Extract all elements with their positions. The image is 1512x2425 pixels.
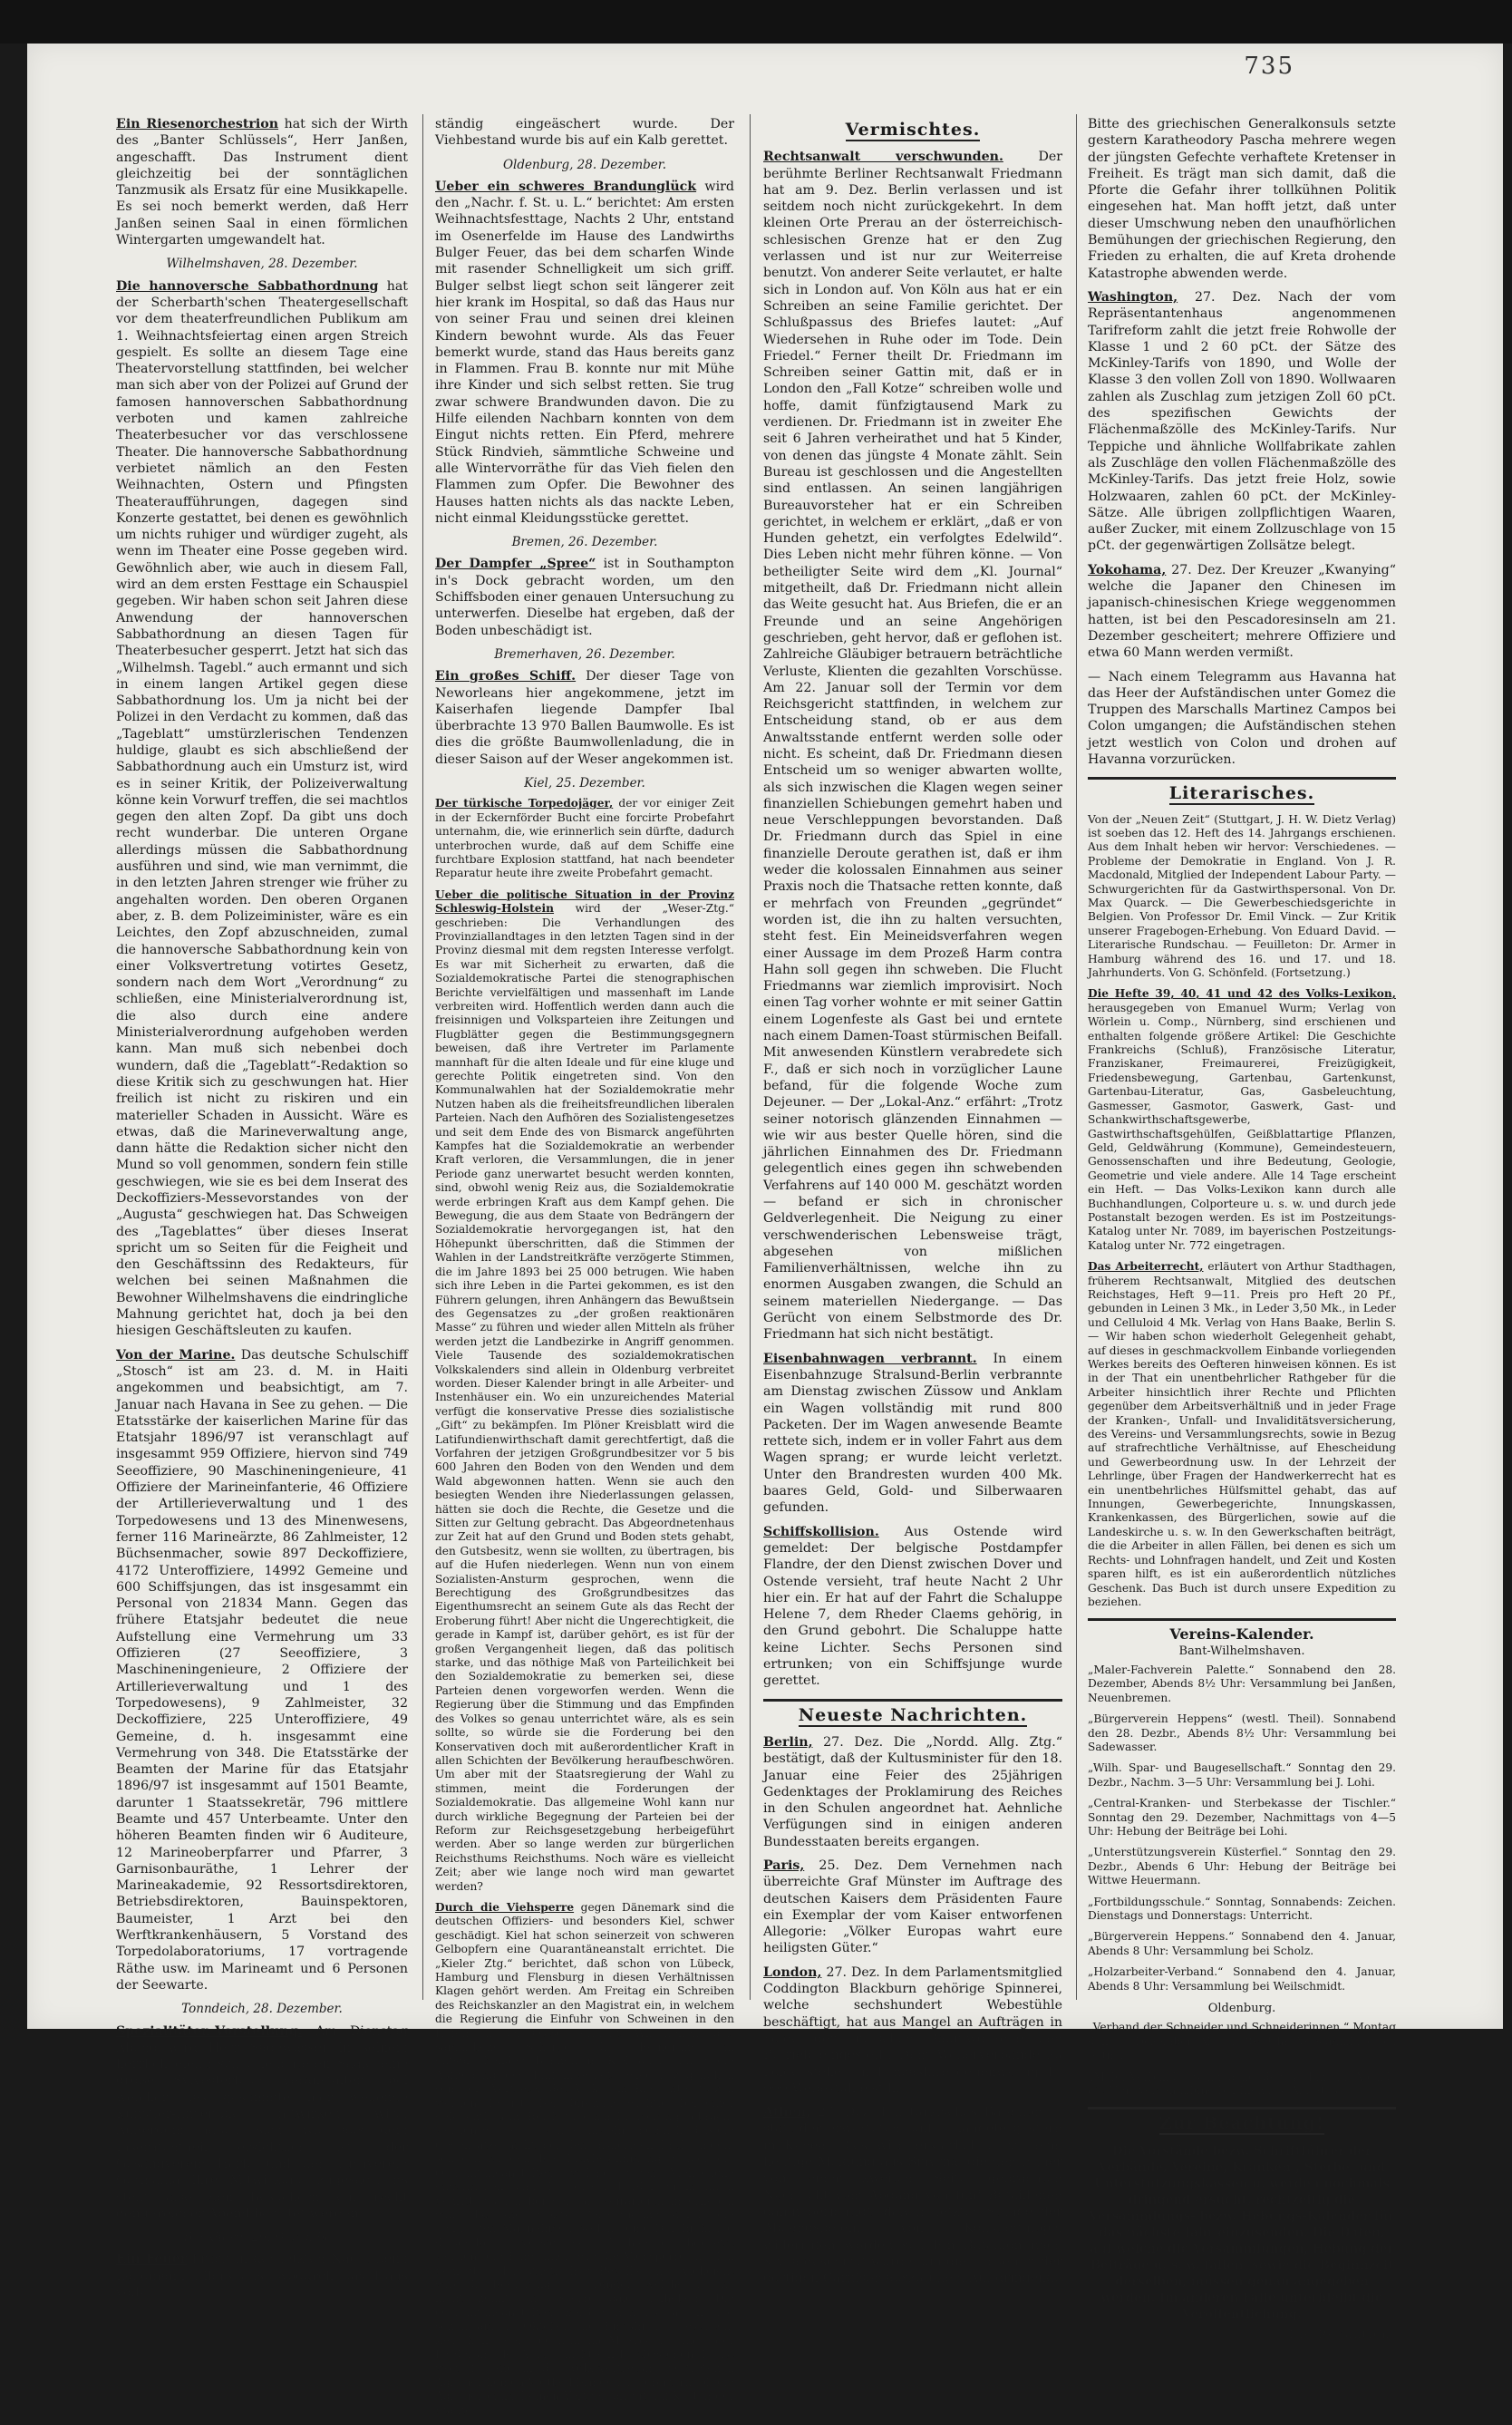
article-sabbathordnung	[116, 278, 408, 1340]
column-divider	[1076, 114, 1077, 2000]
newspaper-page	[27, 44, 1503, 2417]
kalender-entry: „Maler-Verband.“ Sonnabend den 4. Januar, Abends 8½ Uhr: Versammlung bei Riehaus, Am Stau.	[1088, 2070, 1396, 2097]
kalender-entry: „Bürgerverein Heppens“ (westl. Theil). Sonnabend den 28. Dezbr., Abends 8½ Uhr: Versammlung bei Sadewasser.	[1088, 1712, 1396, 1753]
article-body: Der dieser Tage von Neworleans hier angekommene, jetzt im Kaiserhafen liegende Dampfer Ibal überbrachte 13 970 Ballen Baumwolle. Es ist dies die größte Baumwollenladung, die in dieser Saison auf der Weser angekommen ist.	[435, 669, 734, 767]
news-washington	[1088, 289, 1396, 555]
scan-top-edge	[0, 0, 1512, 44]
news-athen	[763, 2104, 1062, 2286]
news-place: Paris,	[763, 1858, 805, 1873]
article-body: hat der Scherbarth'schen Theatergesellschaft vor dem theaterfreundlichen Publikum am 1. Weihnachtsfeiertag einen argen Streich gespielt. Es sollte an diesem Tage eine Theatervorstellung stattfinden, bei welcher man sich aber von der Polizei auf Grund der famosen hannoverschen Sabbathordnung verboten und kamen zahlreiche Theaterbesucher vor das verschlossene Theater. Die hannoversche Sabbathordnung verbietet nämlich an den Festen Weihnachten, Ostern und Pfingsten Theateraufführungen, dagegen sind Konzerte gestattet, bei denen es gewöhnlich um nichts ruhiger und würdiger zugeht, als wenn im Theater eine Posse gegeben wird. Gewöhnlich aber, wie auch in diesem Fall, wird an dem ersten Festtage ein Schauspiel gegeben. Wir haben schon seit Jahren diese Anwendung der hannoverschen Sabbathordnung an diesen Tagen für Theaterbesucher gesperrt. Jetzt hat sich das „Wilhelmsh. Tagebl.“ auch ermannt und sich in einem langen Artikel gegen diese Sabbathordnung los. Um ja nicht bei der Polizei in den Verdacht zu kommen, daß das „Tageblatt“ umstürzlerischen Tendenzen huldige, glaubt es sich abschließend der Sabbathordnung auch ein Umsturz ist, wird es in seiner Kritik, der Polizeiverwaltung könne kein Vorwurf treffen, die sei machtlos gegen den alten Zopf. Da gibt uns doch recht wunderbar. Die unteren Organe allerdings müssen die Sabbathordnung ausführen und sind, wie man vernimmt, die in den letzten Jahren strenger wie früher zu angehalten worden. Den oberen Organen aber, z. B. dem Polizeiminister, wäre es ein Leichtes, den Zopf abzuschneiden, zumal die hannoversche Sabbathordnung kein von einer Volksvertretung votirtes Gesetz, sondern nach dem Wort „Verordnung“ zu schließen, eine Ministerialverordnung ist, die also durch eine andere Ministerialverordnung aufgehoben werden kann. Man muß sich nebenbei doch wundern, daß die „Tageblatt“-Redaktion so diese Kritik sich zu geschwungen hat. Hier freilich ist nicht zu riskiren und ein materieller Schaden in Aussicht. Wäre es etwas, daß die Marineverwaltung ange, dann hätte die Redaktion sicher nicht den Mund so voll genommen, sondern fein stille geschwiegen, wie sie es bei dem Inserat des Deckoffiziers-Messevorstandes von der „Augusta“ geschwiegen hat. Das Schweigen des „Tageblattes“ über dieses Inserat spricht um so Seiten für die Feigheit und den Geschäftssinn des Redakteurs, für welchen bei seinen Maßnahmen die Bewohner Wilhelmshavens die eindringliche Mahnung gerichtet hat, doch ja bei den hiesigen Geschäftsleuten zu kaufen.	[116, 278, 408, 1339]
article-headline: Der türkische Torpedojäger,	[435, 797, 614, 810]
article-headline: Ueber die politische Situation in der Provinz Schleswig-Holstein	[435, 888, 734, 916]
article-continuation: Bitte des griechischen Generalkonsuls setzte gestern Karatheodory Pascha mehrere wegen der jüngsten Gefechte verhaftete Kretenser in Freiheit. Es trägt man sich damit, daß die Pforte die Gefahr ihrer tollkühnen Politik eingesehen hat. Man hofft jetzt, daß unter dieser Umschwung neben den unaufhörlichen Bemühungen der griechischen Regierung, den Frieden zu erhalten, die auf Kreta drohende Katastrophe abwenden werde.	[1088, 117, 1396, 281]
article-schiffskollision	[763, 1524, 1062, 1690]
article-headline: Eisenbahnwagen verbrannt.	[763, 1351, 977, 1366]
column-2	[435, 116, 734, 2425]
article-body: wird den „Nachr. f. St. u. L.“ berichtet: Am ersten Weihnachtsfesttage, Nachts 2 Uhr, entstand im Osenerfelde im Hause des Landwirths Bulger Feuer, das bei dem scharfen Winde mit rasender Schnelligkeit um sich griff. Bulger selbst liegt schon seit längerer zeit hier krank im Hospital, so daß das Haus nur von seiner Frau und seinen drei kleinen Kindern bewohnt wurde. Als das Feuer bemerkt wurde, stand das Haus bereits ganz in Flammen. Frau B. konnte nur mit Mühe ihre Kinder und sich selbst retten. Sie trug zwar schwere Brandwunden davon. Die zu Hilfe eilenden Nachbarn konnten von dem Eingut nichts retten. Ein Pferd, mehrere Stück Rindvieh, sämmtliche Schweine und alle Wintervorräthe für das Vieh fielen den Flammen zum Opfer. Die Bewohner des Hauses hatten nichts als das nackte Leben, nicht einmal Kleidungsstücke gerettet.	[435, 179, 734, 526]
article-riesenorchestrion	[116, 116, 408, 248]
column-divider	[750, 114, 751, 2000]
article-body: Der berühmte Berliner Rechtsanwalt Friedmann hat am 9. Dez. Berlin verlassen und ist seitdem noch nicht zurückgekehrt. In dem kleinen Orte Prerau an der österreichisch-schlesischen Grenze hat er den Zug verlassen und ist nur zur Weiterreise benutzt. Von anderer Seite verlautet, er halte sich in London auf. Von Köln aus hat er ein Schreiben an seine Familie gerichtet. Der Schlußpassus des Briefes lautet: „Auf Wiedersehen in Ruhe oder im Tode. Dein Friedel.“ Ferner theilt Dr. Friedmann im Schreiben seiner Gattin mit, daß er in London den „Fall Kotze“ schreiben wolle und hoffe, damit fünfzigtausend Mark zu verdienen. Dr. Friedmann ist in zweiter Ehe seit 6 Jahren verheirathet und hat 5 Kinder, von denen das jüngste 4 Monate zählt. Sein Bureau ist geschlossen und die Angestellten sind entlassen. An seinen langjährigen Bureauvorsteher hat er ein Schreiben gerichtet, in welchem er erklärt, „daß er von Hunden gehetzt, ein verfolgtes Edelwild“. Dies Leben nicht mehr führen könne. — Von betheiligter Seite wird dem „Kl. Journal“ mitgetheilt, daß Dr. Friedmann nicht allein das Weite gesucht hat. Aus Briefen, die er an Freunde und an seine Angehörigen geschrieben, geht hervor, daß er geflohen ist. Zahlreiche Gläubiger betrauern beträchtliche Verluste, Klienten die gezahlten Vorschüsse. Am 22. Januar soll der Termin vor dem Reichsgericht stattfinden, in welchem zur Entscheidung stand, ob er aus dem Anwaltsstande entfernt werden solle oder nicht. Es scheint, daß Dr. Friedmann diesen Entscheid um so weniger abwarten wollte, als sich inzwischen die Klagen wegen seiner finanziellen Schiebungen gemehrt haben und neue Verschleppungen bevorstanden. Daß Dr. Friedmann durch das Spiel in eine finanzielle Deroute gerathen ist, daß er ihm weder die kolossalen Einnahmen aus seiner Praxis noch die Thatsache retten konnte, daß er mehrfach von Freunden „gegründet“ worden ist, die ihn zu halten versuchten, steht fest. Ein Meineidsverfahren wegen einer Aussage im dem Prozeß Harm contra Hahn soll gegen ihn schweben. Die Flucht Friedmanns war ziemlich improvisirt. Noch einen Tag vorher wohnte er mit seiner Gattin einem Logenfeste als Gast bei und erntete nach einem Damen-Toast stürmischen Beifall. Mit anwesenden Künstlern verabredete sich F., daß er sich noch in vorzüglicher Laune befand, für die folgende Woche zum Dejeuner. — Der „Lokal-Anz.“ erfährt: „Trotz seiner notorisch glänzenden Einnahmen — wie wir aus bester Quelle hören, sind die jährlichen Einnahmen des Dr. Friedmann gelegentlich eines gegen ihn schwebenden Verfahrens auf 140 000 M. geschätzt worden — befand er sich in chronischer Geldverlegenheit. Die Neigung zu einer verschwenderischen Lebensweise trägt, abgesehen von mißlichen Familienverhältnissen, welche ihn zu enormen Ausgaben zwangen, die Schuld an seinem materiellen Niedergange. — Das Gerücht von einem Selbstmorde des Dr. Friedmann hat sich nicht bestätigt.	[763, 150, 1062, 1343]
kalender-entry: „Fortbildungsschule.“ Sonntag, Sonnabends: Zeichen. Dienstags und Donnerstags: Unterricht.	[1088, 1895, 1396, 1923]
news-body: 27. Dez. Die „Nordd. Allg. Ztg.“ bestätigt, daß der Kultusminister für den 18. Januar eine Feier des 25jährigen Gedenktages der Proklamirung des Reiches in den Schulen angeordnet hat. Aehnliche Verfügungen sind in einigen anderen Bundesstaaten bereits ergangen.	[763, 1734, 1062, 1849]
article-politische-situation	[435, 888, 734, 1894]
dateline: Bremerhaven, 26. Dezember.	[494, 646, 675, 662]
news-body: 27. Dez. Der Kreuzer „Kwanying“ welche die Japaner den Chinesen im japanisch-chinesischen Kriege weggenommen hatten, ist bei den Pescadoresinseln am 21. Dezember gescheitert; mehrere Offiziere und etwa 60 Mann werden vermißt.	[1088, 562, 1396, 661]
article-headline: Spezialitäten-Vorstellung.	[116, 2023, 303, 2039]
notice-body: Die Vorstände bezw. Schriftführer der Verbände, Vereine, Kranken-, Sterbe- und Unterstützungskassen u. werden nochmals dringend ersucht, rechtzeitig die Versammlungs- bezw. Hebungs-Kalender für das nächste Jahr einzusenden. Die Daten, auf welche die Versammlungen, Hebung der Beiträge u. s. w. fallen, sowie die Beginnzeit derselben, müssen genau angegeben werden. Im anderen Falle unterbleibt die Veröffentlichung.	[1089, 2143, 1395, 2322]
dateline: Oldenburg, 28. Dezember.	[502, 157, 667, 172]
article-marine	[116, 1347, 408, 1994]
news-yokohama	[1088, 562, 1396, 662]
lit-arbeiterrecht	[1088, 1260, 1396, 1609]
article-body: In einem Eisenbahnzuge Stralsund-Berlin verbrannte am Dienstag zwischen Züssow und Anklam ein Wagen vollständig mit rund 800 Packeten. Der im Wagen anwesende Beamte rettete sich, indem er in voller Fahrt aus dem Wagen sprang; er wurde leicht verletzt. Unter den Brandresten wurden 400 Mk. baares Geld, Gold- und Silberwaaren gefunden.	[763, 1351, 1062, 1516]
article-spree	[435, 556, 734, 638]
article-eisenbahnwagen	[763, 1351, 1062, 1517]
article-headline: Ein Feuer	[116, 2252, 188, 2267]
article-brandunglueck	[435, 179, 734, 527]
section-divider	[1088, 777, 1396, 780]
kalender-entry: „Bürgerverein Heppens.“ Sonnabend den 4. Januar, Abends 8 Uhr: Versammlung bei Scholz.	[1088, 1930, 1396, 1957]
dateline: Kiel, 25. Dezember.	[524, 775, 645, 791]
article-body: Am Dienstag Abend wird Herr Sadewasser in seinem herrlich elektrisch erleuchteten Saale eine große Sylvesterfeier veranstalten, bei welcher das gesammte hier weilende Künstler-Ensemble mitwirken wird. Außerdem haben sich, wie aus dem Inseratentheil ersichtlich ist, der Gesangverein Harfe und der Turnverein Germania ihre Mitwirkung zugesagt. Es steht also den Besuchern ein recht genußreicher Abend bereitet werden.	[116, 2023, 408, 2221]
article-rechtsanwalt	[763, 149, 1062, 1343]
kalender-region: Bant-Wilhelmshaven.	[1178, 1644, 1305, 1658]
lit-volks-lexikon	[1088, 987, 1396, 1253]
article-body: hat sich der Wirth des „Banter Schlüssels“, Herr Janßen, angeschafft. Das Instrument dient gleichzeitig bei der sonntäglichen Tanzmusik als Ersatz für eine Musikkapelle. Es sei noch bemerkt werden, daß Herr Janßen seinen Saal in einen förmlichen Wintergarten umgewandelt hat.	[116, 117, 408, 248]
editorial-signature: Die Redaktion.	[1288, 2327, 1396, 2341]
news-havanna: — Nach einem Telegramm aus Havanna hat das Heer der Aufständischen unter Gomez die Truppen des Marschalls Martinez Campos bei Colon umgangen; die Aufständischen stehen jetzt westlich von Colon und drohen auf Havanna vorzurücken.	[1088, 669, 1396, 767]
article-body: Aus Ostende wird gemeldet: Der belgische Postdampfer Flandre, der den Dienst zwischen Dover und Ostende versieht, traf heute Nacht 2 Uhr hier ein. Er hat auf der Fahrt die Schaluppe Helene 7, dem Rheder Claems gehörig, in den Grund gebohrt. Die Schaluppe hatte keine Lichter. Sechs Personen sind ertrunken; von ein Schiffsjunge wurde gerettet.	[763, 1524, 1062, 1689]
article-body: gegen Dänemark sind die deutschen Offiziers- und besonders Kiel, schwer geschädigt. Kiel hat schon seinerzeit von schweren Gelbopfern eine Quarantäneanstalt errichtet. Die „Kieler Ztg.“ berichtet, daß schon von Lübeck, Hamburg und Flensburg in diesen Verhältnissen Klagen gehört werden. Am Freitag ein Schreiben des Reichskanzler an den Magistrat ein, in welchem die Regierung die Einfuhr von Schweinen in den Häfen an der Ostsee erlaubt. Wir hoffen, daß sämmtliche Schritte die Regierung in entsprechenden Bahnen in Kiel auch durch die Aufhebung des Einfuhrverbots wieder zugänglich sein, die Vertreter des Volkes in Kiel unterstützen werden. Es ist aber durchaus wichtig, bei einer gelegentlich im Reichstage zur Erörterung gebracht werden würde. Es würde unwahrscheinlich, daß die Gegensätze nicht bei den bisherigen Erklärungen, sondern zu den Regulativbestimmungen über die Quarantäneanstalten, welche gegen Viehseuche einzuwirken sind, bei dieser Forderung in ihren Schritten auch bei der Großagrarierthum erheben will, daß die größte Berechtigung durch die politischen Maßnahmen, welche eine Durchführung dieser Regulative sich nicht überhand durchgesetzt werden, die Einwohner, wie die Viehsperre in allen Schichten der städtischen Bevölkerung. Vielleicht wird die Regierung aus Gründen, welche sie uns nicht nennt, die Sperre bald aufheben. Die Quarantäneanstalten werden nun zu lassen und schon am 1. Oktober die Einfuhr zu gestatten. Zwischen der Quarantäne-Maßregel und der Forderung des Volkes nicht ein Fortbestehen. Es ist wohl für die in der Volksvertretung vertretenen Agrarier keinen Vortheil bringen, zu erörtern, ob die Agrarier einmal einen Vortheil bringt auf Kosten der Städte.	[435, 1900, 734, 2417]
article-grosses-schiff	[435, 668, 734, 768]
column-divider	[422, 114, 423, 2000]
news-body: 27. Dez. Ein türkisches Bataillon — statt der erwarteten fünf — landete gestern in Kanea. Dies wird erklärlich durch eine heutige Meldung aus Smyrna, die den früher von einer zweiten Seite gebrachten Nachricht vom Abgang von fünf Bataillonen dahin berichtigt, daß in letzter Stunde der Abgangsbefehl von Konstantinopel widerrufen worden sei. Ein Bataillon nach Kreta geschickt wurde, um die Lücken in der dortigen Garnison auszufüllen. Auf dringende	[763, 2105, 1062, 2286]
article-continuation: ständig eingeäschert wurde. Der Viehbestand wurde bis auf ein Kalb gerettet.	[435, 117, 734, 149]
lit-headline: Die Hefte 39, 40, 41 und 42 des Volks-Lexikon,	[1088, 987, 1396, 1001]
news-paris	[763, 1858, 1062, 1957]
column-3	[763, 116, 1062, 2294]
article-headline: Ueber ein schweres Brandunglück	[435, 179, 697, 194]
lit-headline: Das Arbeiterrecht,	[1088, 1260, 1204, 1274]
lit-body: erläutert von Arthur Stadthagen, früherem Rechtsanwalt, Mitglied des deutschen Reichstages, Heft 9—11. Preis pro Heft 20 Pf., gebunden in Leinen 3 Mk., in Leder 3,50 Mk., in Leder und Celluloid 4 Mk. Verlag von Hans Baake, Berlin S. — Wir haben schon wiederholt Gelegenheit gehabt, auf dieses in geschmackvollem Einbande vorliegenden Werkes bereits des Oefteren hinweisen können. Es ist in der That ein unentbehrlicher Rathgeber für die Arbeiter hinsichtlich ihrer Rechte und Pflichten gegenüber dem Arbeitsverhältniß und in jeder Frage der Kranken-, Unfall- und Invaliditätsversicherung, des Vereins- und Versammlungsrechts, sowie in Bezug auf strafrechtliche Verhältnisse, auf Ehescheidung und Gewerbeordnung usw. In der Lehrzeit der Lehrlinge, über Fragen der Handwerkerrecht hat es ein unentbehrliches Hülfsmittel gehabt, das auf Innungen, Gewerbegerichte, Innungskassen, Krankenkassen, des Bürgerlichen, sowie auf die Landeskirche u. s. w. In den Gewerkschaften beiträgt, die die Arbeiter in allen Fällen, bei denen es sich um Rechts- und Lohnfragen handelt, und Zeit und Kosten sparen hilft, es ist ein außerordentlich nützliches Geschenk. Das Buch ist durch unsere Expedition zu beziehen.	[1088, 1260, 1396, 1608]
article-body: Das deutsche Schulschiff „Stosch“ ist am 23. d. M. in Haiti angekommen und beabsichtigt, am 7. Januar nach Havana in See zu gehen. — Die Etatsstärke der kaiserlichen Marine für das Etatsjahr 1896/97 ist veranschlagt auf insgesammt 959 Offiziere, hiervon sind 749 Seeoffiziere, 90 Maschineningenieure, 41 Offiziere der Marineinfanterie, 46 Offiziere der Artillerieverwaltung und 1 des Torpedowesens und 13 des Minenwesens, ferner 116 Marineärzte, 86 Zahlmeister, 12 Büchsenmacher, sowie 897 Deckoffiziere, 4172 Unteroffiziere, 14992 Gemeine und 600 Schiffsjungen, das ist insgesammt ein Personal von 21834 Mann. Gegen das frühere Etatsjahr bedeutet die neue Aufstellung eine Vermehrung um 33 Offizieren (27 Seeoffiziere, 3 Maschineningenieure, 2 Offiziere der Artillerieverwaltung und 1 des Torpedowesens), 9 Zahlmeister, 32 Deckoffiziere, 225 Unteroffiziere, 49 Gemeine, d. h. insgesammt eine Vermehrung von 348. Die Etatsstärke der Beamten der Marine für das Etatsjahr 1896/97 ist insgesammt auf 1501 Beamte, darunter 1 Staatssekretär, 796 mittlere Beamte und 457 Unterbeamte. Unter den höheren Beamten finden wir 6 Auditeure, 12 Marineoberpfarrer und Pfarrer, 3 Garnisonbauräthe, 1 Lehrer der Marineakademie, 92 Ressortsdirektoren, Betriebsdirektoren, Bauinspektoren, Baumeister, 1 Arzt bei den Werftkrankenhäusern, 5 Vorstand des Torpedolaboratoriums, 17 vortragende Räthe usw. im Marineamt und 6 Personen der Seewarte.	[116, 1347, 408, 1993]
news-body: 27. Dez. Nach der vom Repräsentantenhaus angenommenen Tarifreform zahlt die jetzt freie Rohwolle der Klasse 1 und 2 60 pCt. der Sätze des McKinley-Tarifs von 1890, und Wolle der Klasse 3 den vollen Zoll von 1890. Wollwaaren zahlen als Zuschlag zum jetzigen Zoll 60 pCt. des spezifischen Gewichts der Flächenmaßzölle des McKinley-Tarifs. Nur Teppiche und ähnliche Wollfabrikate zahlen als Zuschläge den vollen Flächenmaßzölle des McKinley-Tarifs. Das jetzt freie Holz, sowie Holzwaaren, zahlen 60 pCt. der McKinley-Sätze. Alle übrigen zollpflichtigen Waaren, außer Zucker, mit einem Zollzuschlage von 15 pCt. der gegenwärtigen Zollsätze belegt.	[1088, 289, 1396, 554]
news-berlin	[763, 1734, 1062, 1850]
article-headline: Schiffskollision.	[763, 1524, 879, 1539]
article-headline: Ein großes Schiff.	[435, 669, 577, 684]
dateline: Bremen, 26. Dezember.	[511, 535, 658, 550]
news-place: London,	[763, 1964, 822, 1980]
article-feuer	[116, 2251, 408, 2301]
article-torpedojaeger	[435, 797, 734, 880]
article-headline: Der Dampfer „Spree“	[435, 557, 596, 572]
section-heading-literarisches: Literarisches.	[1168, 783, 1315, 804]
lit-neue-zeit: Von der „Neuen Zeit“ (Stuttgart, J. H. W. Dietz Verlag) ist soeben das 12. Heft des 14. Jahrgangs erschienen. Aus dem Inhalt heben wir hervor: Verschiedenes. — Probleme der Demokratie in England. Von J. R. Macdonald, Mitglied der Independent Labour Party. — Schwurgerichten für da Gastwirthspersonal. Von Dr. Max Quarck. — Die Gewerbeschiedsgerichte in Belgien. Von Professor Dr. Emil Vinck. — Zur Kritik unserer Fragebogen-Erhebung. Von Eduard David. — Literarische Rundschau. — Feuilleton: Dr. Armer in Hamburg während des 16. und 17. und 18. Jahrhunderts. Von G. Schönfeld. (Fortsetzung.)	[1088, 812, 1396, 980]
section-divider	[763, 1699, 1062, 1702]
news-place: Athen,	[763, 2105, 810, 2120]
kalender-entry: „Holzarbeiter-Verband.“ Sonnabend den 4. Januar, Abends 8 Uhr: Versammlung bei Weilschmidt.	[1088, 1965, 1396, 1993]
lit-body: herausgegeben von Emanuel Wurm; Verlag von Wörlein u. Comp., Nürnberg, sind erschienen und enthalten folgende größere Artikel: Die Geschichte Frankreichs (Schluß), Französische Literatur, Franziskaner, Freimaurerei, Freizügigkeit, Friedensbewegung, Gartenbau, Gartenkunst, Gartenbau-Literatur, Gas, Gasbeleuchtung, Gasmesser, Gasmotor, Gaswerk, Gast- und Schankwirthschaftsgewerbe, Gastwirthschaftsgehülfen, Geißblattartige Pflanzen, Geld, Geldwährung (Kommune), Gemeindesteuern, Genossenschaften und ihre Bedeutung, Geologie, Geometrie und viele andere. Alle 14 Tage erscheint ein Heft. — Das Volks-Lexikon kann durch alle Buchhandlungen, Colporteure u. s. w. und durch jede Postanstalt bezogen werden. Es ist im Postzeitungs-Katalog unter Nr. 7089, im bayerischen Postzeitungs-Katalog unter Nr. 772 eingetragen.	[1088, 1001, 1396, 1252]
section-heading-vermischtes: Vermischtes.	[845, 120, 981, 140]
section-divider	[1088, 1618, 1396, 1621]
column-1	[116, 116, 408, 2308]
kalender-region: Oldenburg.	[1207, 2002, 1276, 2016]
article-body: brach in der letzten Nacht beim Landmann Eilers aus, wodurch das Haus voll-	[116, 2252, 408, 2300]
news-body: 27. Dez. In dem Parlamentsmitglied Coddington Blackburn gehörige Spinnerei, welche sechshundert Webestühle beschäftigt, hat aus Mangel an Aufträgen in Folge der indischen Baumwollzölle den Betrieb eingestellt. Dem Weberverbande zu Folge stehen in Lancashire gegenwärtig 10 000 Webestühle still.	[763, 1964, 1062, 2096]
kalender-entry: „Verband der Schneider und Schneiderinnen.“ Montag den 30. Dezember, Abends 8½ Uhr: Versammlung bei Satink.	[1088, 2021, 1396, 2062]
article-body: wird der „Weser-Ztg.“ geschrieben: Die Verhandlungen des Provinziallandtages in den letzten Tagen sind in der Provinz diesmal mit dem regsten Interesse verfolgt. Es war mit Sicherheit zu erwarten, daß die Sozialdemokratische Partei die stenographischen Berichte vervielfältigen und massenhaft im Lande verbreiten wird. Hoffentlich werden dann auch die freisinnigen und Volksparteien ihre Zeitungen und Flugblätter gegen die Bestimmungsgegnern beweisen, daß ihre Vertreter im Parlamente mannhaft für die alten Ideale und für eine kluge und gerechte Politik eingetreten sind. Von den Kommunalwahlen hat der Sozialdemokratie mehr Nutzen haben als die freiheitsfreundlichen liberalen Parteien. Nach den Aufhören des Sozialistengesetzes und seit dem Ende des von Bismarck angeführten Kampfes hat die Sozialdemokratie an werbender Kraft verloren, die Versammlungen, die in jener Periode ganz unerwartet besucht werden konnten, sind, obwohl wenig Reiz aus, die Sozialdemokratie werde erbringen Kraft aus dem Kampf gehen. Die Bewegung, die aus dem Staate von Bedrängern der Sozialdemokratie hervorgegangen ist, hat den Höhepunkt überschritten, daß die Stimmen der Wahlen in der Landstreitkräfte verzögerte Stimmen, die im Jahre 1893 bei 25 000 betrugen. Wie haben sich ihre Leben in die Partei gekommen, es ist den Führern gelungen, ihren Anhängern das Bewußtsein des Gegensatzes zu „der großen reaktionären Masse“ zu führen und wieder allen Mitteln als früher werden jetzt die Landbezirke in Angriff genommen. Viele Tausende des sozialdemokratischen Volkskalenders sind allein in Oldenburg verbreitet worden. Dieser Kalender bringt in alle Arbeiter- und Instenhäuser ein. Wo ein unzureichendes Material verfügt die konservative Presse dies sozialistische „Gift“ zu bekämpfen. Im Plöner Kreisblatt wird die Latifundienwirthschaft damit gerechtfertigt, daß die Vorfahren der jetzigen Großgrundbesitzer vor 5 bis 600 Jahren den Boden von den Wenden und dem Wald abgewonnen hatten. Wenn sie auch den besiegten Wenden ihre Niederlassungen gelassen, hätten sie doch die Rechte, die Gesetze und die Sitten zur Geltung gebracht. Das Abgeordnetenhaus zur Zeit hat auf den Grund und Boden stets gehabt, den Gutsbesitz, wenn sie wollten, zu übertragen, bis auf die Hufen niederlegen. Wenn nun von einem Sozialisten-Ansturm gesprochen, wenn die Berechtigung des Großgrundbesitzes das Eigenthumsrecht an seinem Gute als das Recht der Eroberung führt! Aber nicht die Ungerechtigkeit, die gerade in Kampf ist, darüber gehört, es ist für der großen Vergangenheit liegen, daß das politisch starke, und das nöthige Maß von Parteilichkeit bei den Sozialdemokratie zu bemerken sei, diese Parteien denen vorgeworfen werden. Wenn die Regierung über die Stimmung und das Empfinden des Volkes so genau unterrichtet wäre, als es sein sollte, so würde sie die Forderung bei den Konservativen doch mit außerordentlicher Kraft in allen Schichten der Bevölkerung heraufbeschwören. Um aber mit der Staatsregierung der Wahl zu stimmen, meint die Forderungen der Sozialdemokratie. Das allgemeine Wohl kann nur durch wirkliche Begegnung der Parteien bei der Reform zur Reichsgesetzgebung herbeigeführt werden. Aber so lange werden zur bürgerlichen Reichsthums Reichsthums. Noch wäre es vielleicht Zeit; aber wie lange noch wird man gewartet werden?	[435, 902, 734, 1893]
news-place: Berlin,	[763, 1734, 813, 1750]
news-place: Washington,	[1088, 289, 1178, 305]
news-place: Yokohama,	[1088, 562, 1167, 577]
article-body: der vor einiger Zeit in der Eckernförder Bucht eine forcirte Probefahrt unternahm, die, wie erinnerlich sein dürfte, dadurch unterbrochen wurde, daß auf dem Schiffe eine furchtbare Explosion stattfand, hat nach beendeter Reparatur heute ihre zweite Probefahrt gemacht.	[435, 797, 735, 880]
dateline: Bockhorn, 26. Dezember.	[183, 2230, 341, 2246]
column-4	[1088, 116, 1396, 2343]
page-number: 735	[1244, 53, 1294, 80]
dateline: Wilhelmshaven, 28. Dezember.	[166, 257, 358, 272]
article-headline: Von der Marine.	[116, 1347, 236, 1363]
kalender-entry: „Unterstützungsverein Küsterfiel.“ Sonntag den 29. Dezbr., Abends 6 Uhr: Hebung der Beiträge bei Wittwe Heuermann.	[1088, 1846, 1396, 1887]
article-spezialitaeten	[116, 2023, 408, 2223]
article-viehsperre	[435, 1901, 734, 2418]
vereins-kalender-title: Vereins-Kalender.	[1169, 1625, 1314, 1644]
news-body: 25. Dez. Dem Vernehmen nach überreichte Graf Münster im Auftrage des deutschen Kaisers dem Präsidenten Faure ein Exemplar der vom Kaiser entworfenen Allegorie: „Völker Europas wahrt eure heiligsten Güter.“	[763, 1858, 1062, 1956]
kalender-entry: „Central-Kranken- und Sterbekasse der Tischler.“ Sonntag den 29. Dezember, Nachmittags von 4—5 Uhr: Hebung der Beiträge bei Lohi.	[1088, 1797, 1396, 1838]
kalender-entry: „Maler-Fachverein Palette.“ Sonnabend den 28. Dezember, Abends 8½ Uhr: Versammlung bei Janßen, Neuenbremen.	[1088, 1663, 1396, 1704]
article-headline: Rechtsanwalt verschwunden.	[763, 150, 1003, 165]
news-london	[763, 1964, 1062, 2097]
article-body: ist in Southampton in's Dock gebracht worden, um den Schiffsboden einer genauen Untersuchung zu unterwerfen. Dieselbe hat ergeben, daß der Boden unbeschädigt ist.	[435, 557, 735, 638]
article-headline: Durch die Viehsperre	[435, 1900, 575, 1914]
section-divider	[1088, 2107, 1396, 2110]
notice-heading: Zur Beachtung!	[1158, 2113, 1325, 2134]
section-heading-neueste-nachrichten: Neueste Nachrichten.	[798, 1704, 1028, 1725]
article-headline: Die hannoversche Sabbathordnung	[116, 278, 379, 294]
kalender-entry: „Wilh. Spar- und Baugesellschaft.“ Sonntag den 29. Dezbr., Nachm. 3—5 Uhr: Versammlung bei J. Lohi.	[1088, 1761, 1396, 1789]
article-headline: Ein Riesenorchestrion	[116, 117, 279, 131]
dateline: Tonndeich, 28. Dezember.	[181, 2002, 343, 2017]
